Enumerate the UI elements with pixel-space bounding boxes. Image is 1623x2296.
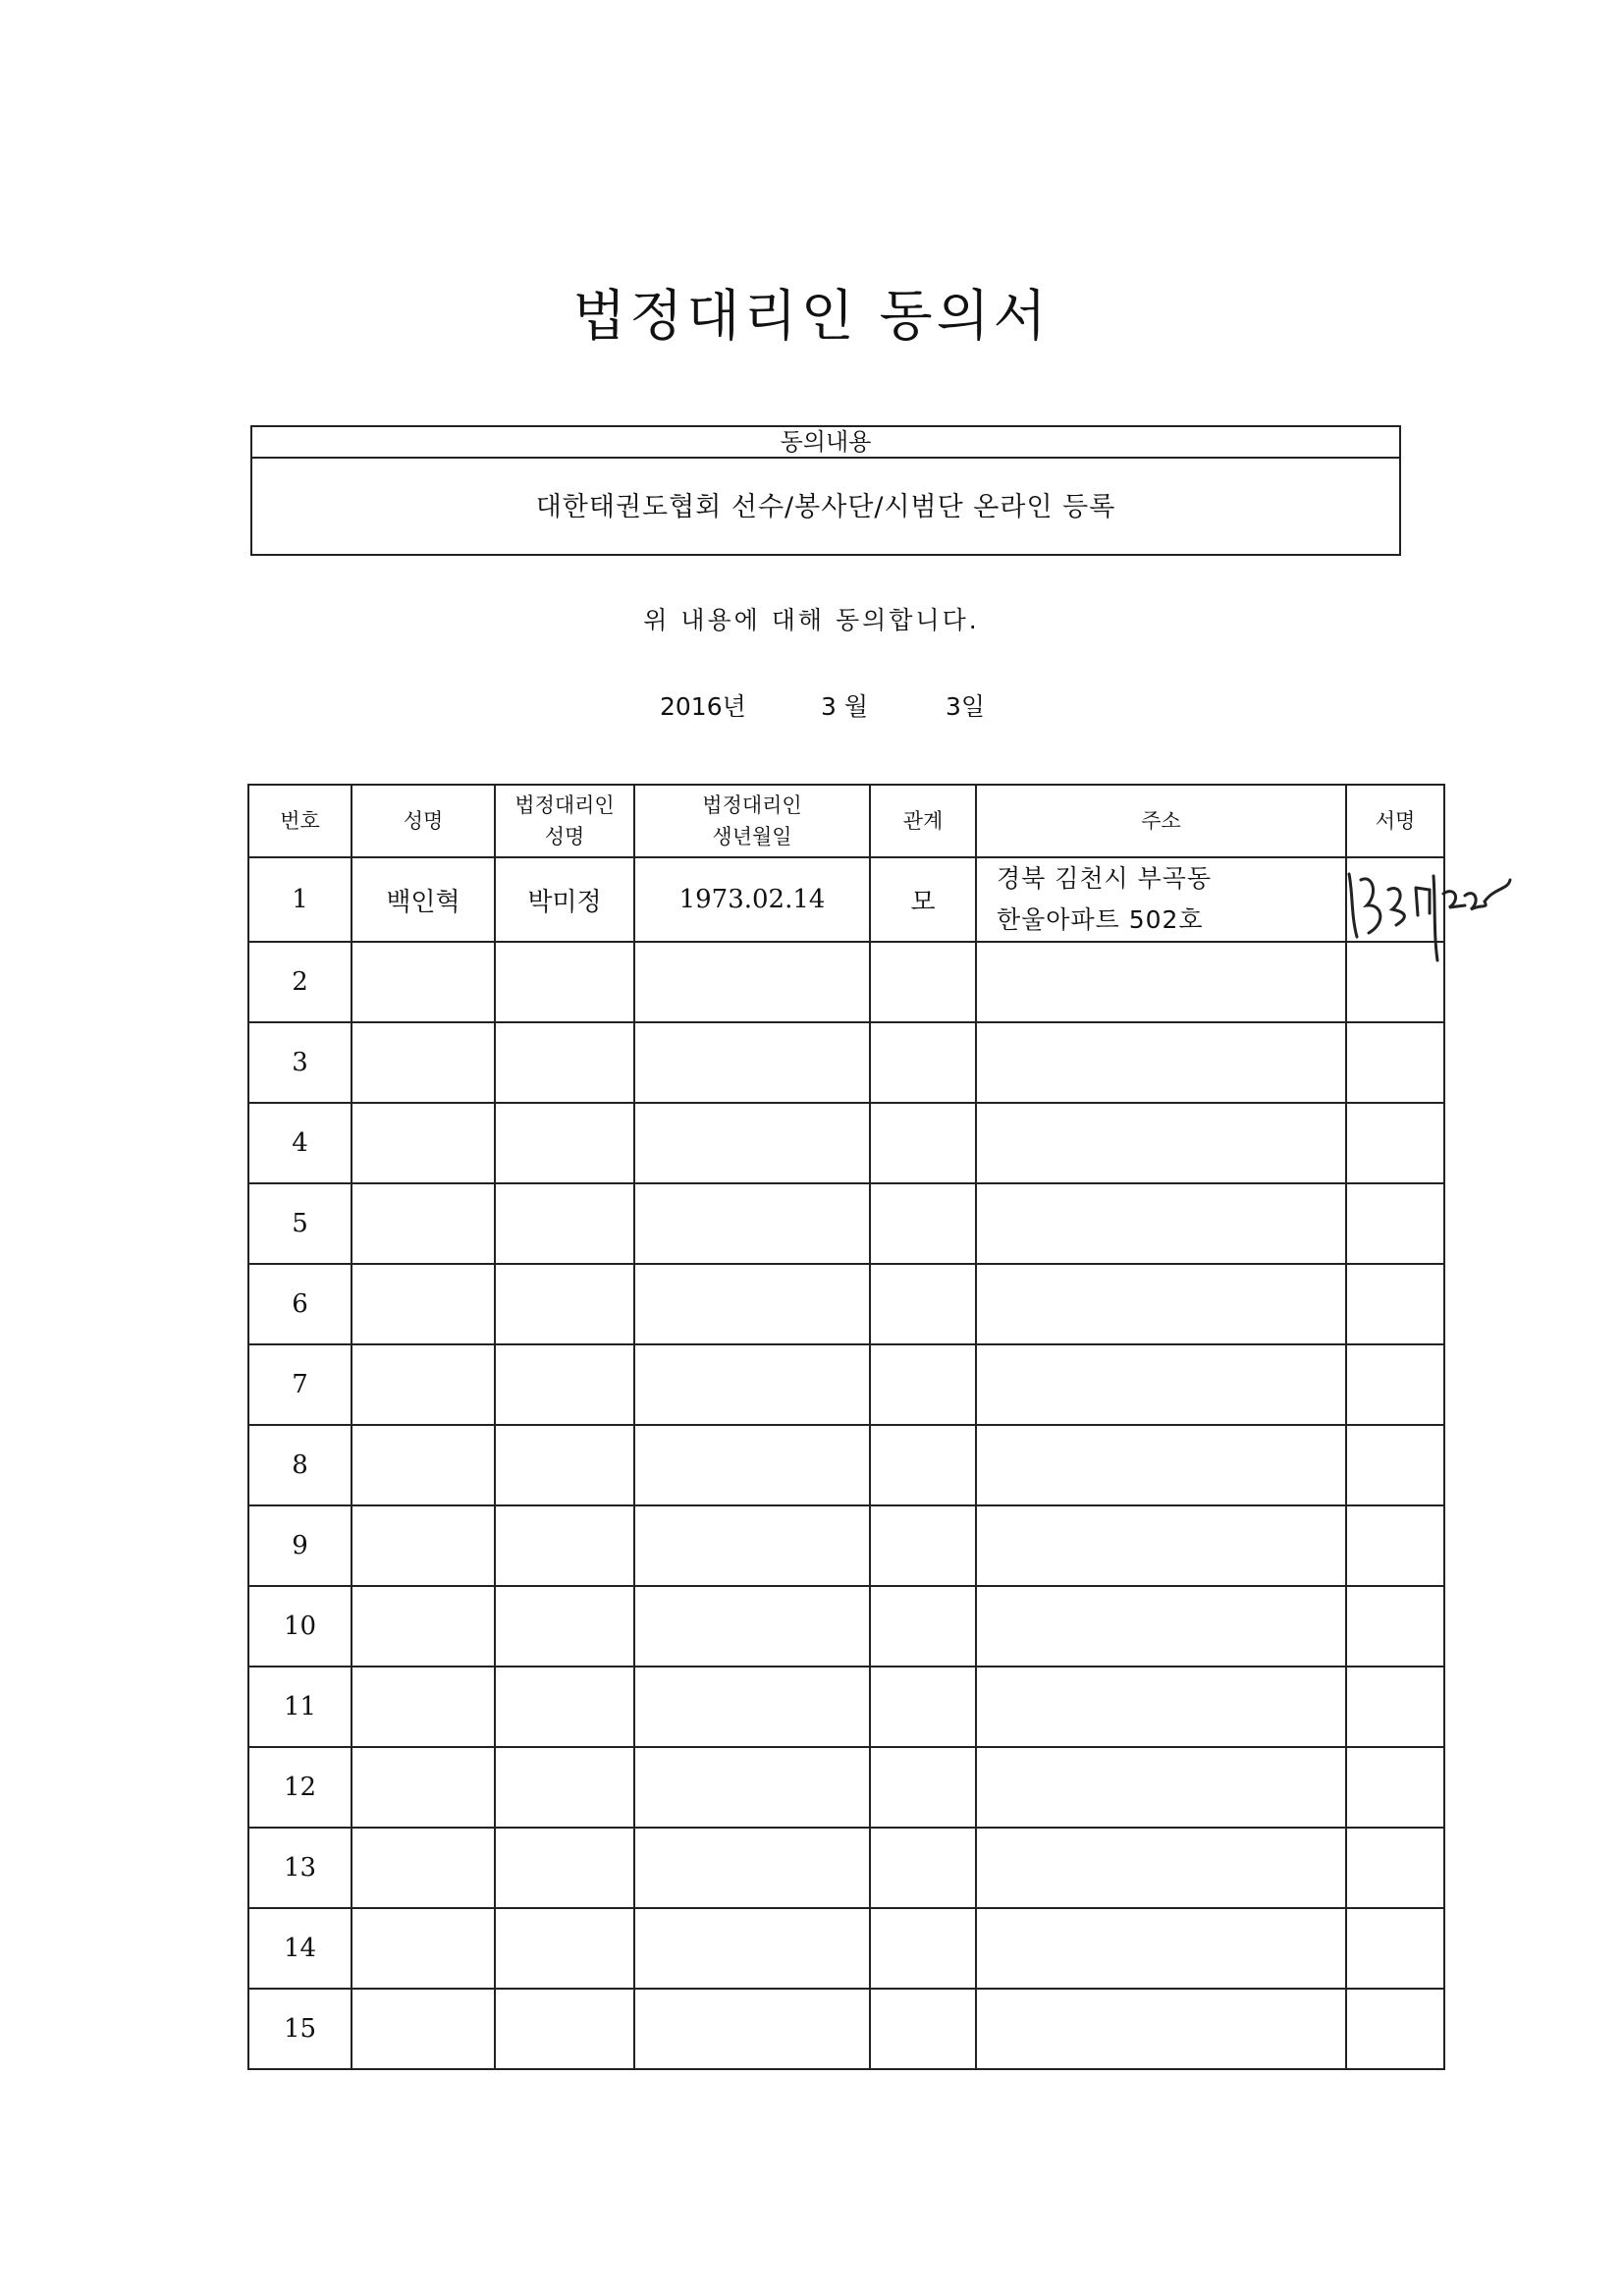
table-row xyxy=(248,1505,1444,1586)
row-address xyxy=(976,857,1346,942)
row-address-line2: 한울아파트 502호 xyxy=(997,905,1204,934)
table-row xyxy=(248,857,1444,942)
header-guardian-birth-line2: 생년월일 xyxy=(712,825,792,848)
consent-box xyxy=(250,425,1401,556)
header-relation: 관계 xyxy=(870,785,976,857)
row-no: 14 xyxy=(248,1908,352,1989)
document-title: 법정대리인 동의서 xyxy=(572,285,1051,349)
header-name: 성명 xyxy=(352,785,495,857)
header-guardian-birth xyxy=(634,785,870,857)
consent-header: 동의내용 xyxy=(252,427,1399,459)
row-no: 12 xyxy=(248,1747,352,1828)
header-signature: 서명 xyxy=(1346,785,1444,857)
table-row xyxy=(248,1103,1444,1183)
agreement-statement: 위 내용에 대해 동의합니다. xyxy=(643,606,980,634)
table-row xyxy=(248,1022,1444,1103)
table-row xyxy=(248,1425,1444,1505)
row-no: 4 xyxy=(248,1103,352,1183)
row-no: 5 xyxy=(248,1183,352,1264)
header-guardian-birth-line1: 법정대리인 xyxy=(702,793,802,817)
table-row xyxy=(248,1747,1444,1828)
date-month: 3 월 xyxy=(821,692,869,721)
table-row xyxy=(248,1344,1444,1425)
table-row xyxy=(248,942,1444,1022)
table-row xyxy=(248,1183,1444,1264)
table-row xyxy=(248,1264,1444,1344)
header-address: 주소 xyxy=(976,785,1346,857)
row-signature xyxy=(1346,857,1444,942)
row-no: 11 xyxy=(248,1667,352,1747)
header-guardian-name xyxy=(495,785,634,857)
row-guardian: 박미정 xyxy=(495,857,634,942)
table-row xyxy=(248,1828,1444,1908)
row-no: 10 xyxy=(248,1586,352,1667)
row-relation: 모 xyxy=(870,857,976,942)
date-year: 2016년 xyxy=(660,692,746,721)
guardian-table xyxy=(247,784,1445,2070)
date-day: 3일 xyxy=(946,692,986,721)
row-no: 6 xyxy=(248,1264,352,1344)
row-no: 15 xyxy=(248,1989,352,2069)
row-no: 3 xyxy=(248,1022,352,1103)
table-row xyxy=(248,1908,1444,1989)
header-guardian-name-line1: 법정대리인 xyxy=(514,793,615,817)
header-no: 번호 xyxy=(248,785,352,857)
row-no: 9 xyxy=(248,1505,352,1586)
row-no: 7 xyxy=(248,1344,352,1425)
table-row xyxy=(248,1586,1444,1667)
row-no: 2 xyxy=(248,942,352,1022)
row-name: 백인혁 xyxy=(352,857,495,942)
row-birth: 1973.02.14 xyxy=(634,857,870,942)
table-row xyxy=(248,1989,1444,2069)
row-no: 13 xyxy=(248,1828,352,1908)
table-header-row xyxy=(248,785,1444,857)
consent-body: 대한태권도협회 선수/봉사단/시범단 온라인 등록 xyxy=(535,492,1116,522)
row-address-line1: 경북 김천시 부곡동 xyxy=(997,864,1213,893)
table-row xyxy=(248,1667,1444,1747)
row-no: 1 xyxy=(248,857,352,942)
row-no: 8 xyxy=(248,1425,352,1505)
header-guardian-name-line2: 성명 xyxy=(544,825,585,848)
handwritten-signature xyxy=(1327,854,1524,962)
